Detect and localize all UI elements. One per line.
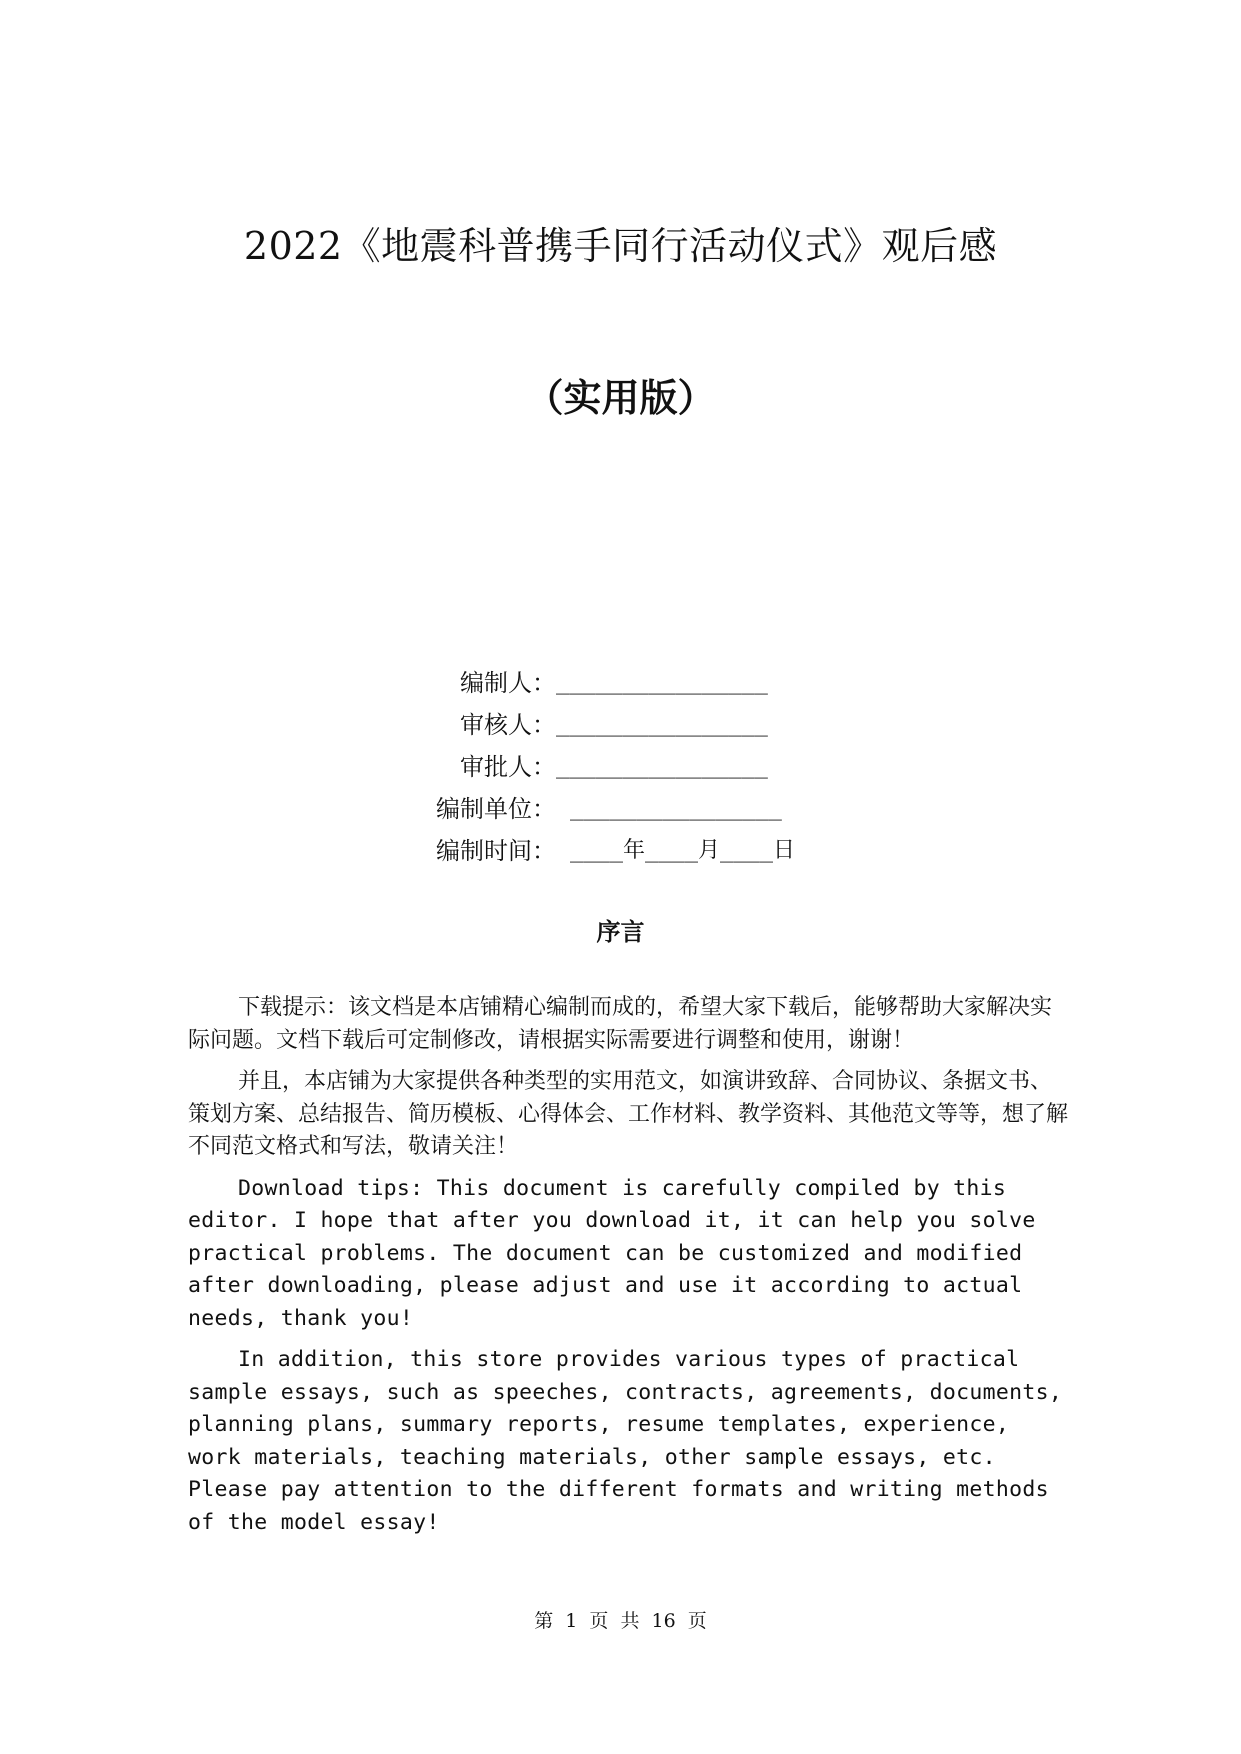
- meta-reviewer-value: ________________: [556, 712, 768, 737]
- meta-date-label: 编制时间：: [436, 837, 556, 865]
- meta-date-row: [0, 830, 1241, 872]
- meta-reviewer-row: [0, 704, 1241, 746]
- meta-unit-label: 编制单位：: [436, 795, 556, 823]
- meta-approver-row: [0, 746, 1241, 788]
- meta-author-label: 编制人：: [460, 669, 556, 697]
- meta-approver-value: ________________: [556, 754, 768, 779]
- preface-paragraph: In addition, this store provides various types of practical sample essays, such as speeches, contracts, agreements, documents, planning plans, summary reports, resume templates, experience, work materials, teaching materials, other sample essays, etc. Please pay attention to the different formats and writing methods of the model essay!: [188, 1347, 1063, 1535]
- preface-paragraph: 下载提示：该文档是本店铺精心编制而成的，希望大家下载后，能够帮助大家解决实际问题。文档下载后可定制修改，请根据实际需要进行调整和使用，谢谢！: [188, 995, 1053, 1053]
- preface-body: [188, 992, 1068, 1548]
- meta-reviewer-label: 审核人：: [460, 711, 556, 739]
- document-meta-block: [0, 662, 1241, 872]
- meta-author-value: ________________: [556, 670, 768, 695]
- meta-unit-value: ________________: [570, 796, 782, 821]
- meta-approver-label: 审批人：: [460, 753, 556, 781]
- preface-paragraph: 并且，本店铺为大家提供各种类型的实用范文，如演讲致辞、合同协议、条据文书、策划方案、总结报告、简历模板、心得体会、工作材料、教学资料、其他范文等等，想了解不同范文格式和写法，敬请关注！: [188, 1069, 1069, 1159]
- meta-unit-row: [0, 788, 1241, 830]
- preface-paragraph: Download tips: This document is carefully compiled by this editor. I hope that after you download it, it can help you solve practical problems. The document can be customized and modified after downloading, please adjust and use it according to actual needs, thank you!: [188, 1175, 1036, 1331]
- meta-date-value: ____年____月____日: [570, 838, 795, 863]
- preface-heading: 序言: [596, 917, 645, 946]
- meta-author-row: [0, 662, 1241, 704]
- page-footer-indicator: 第 1 页 共 16 页: [534, 1610, 707, 1632]
- document-subtitle: （实用版）: [525, 375, 716, 420]
- document-title: 2022《地震科普携手同行活动仪式》观后感: [243, 224, 998, 268]
